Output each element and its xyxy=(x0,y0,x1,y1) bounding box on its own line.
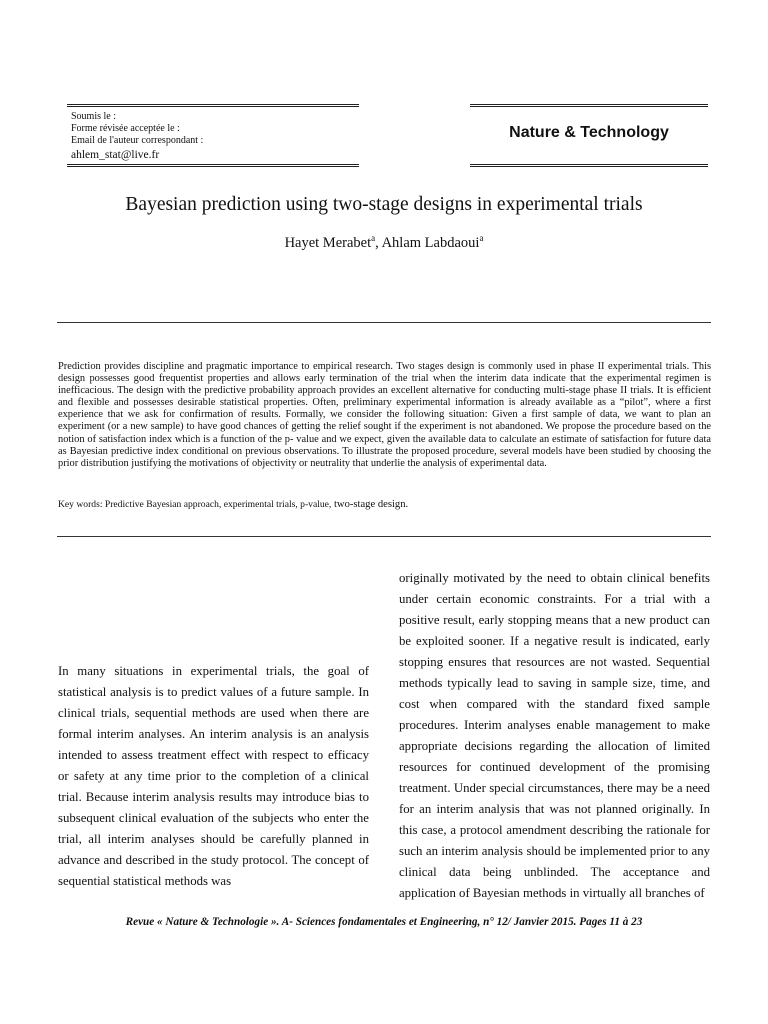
journal-footer: Revue « Nature & Technologie ». A- Sciences fondamentales et Engineering, n° 12/ Janvier 2015. Pages 11 à 23 xyxy=(125,916,643,928)
journal-name: Nature & Technology xyxy=(509,124,669,141)
keywords xyxy=(58,499,711,510)
header-left-bottom-rule xyxy=(67,164,359,167)
corresponding-email-label: Email de l'auteur correspondant : xyxy=(71,135,204,146)
abstract-bottom-rule xyxy=(57,536,711,537)
author-name: Hayet Merabet xyxy=(284,234,372,251)
submitted-date-label: Soumis le : xyxy=(71,111,117,122)
header-left-top-rule xyxy=(67,104,359,107)
author-affiliation-mark: a xyxy=(479,233,484,243)
author-affiliation-mark: a xyxy=(371,233,376,243)
corresponding-email: ahlem_stat@live.fr xyxy=(71,149,160,161)
authors-line xyxy=(40,233,728,252)
paper-title: Bayesian prediction using two-stage designs in experimental trials xyxy=(125,194,643,215)
keywords-tail: two-stage design. xyxy=(331,499,409,510)
author-separator: , xyxy=(375,234,382,251)
abstract-top-rule xyxy=(57,322,711,323)
body-column-left: In many situations in experimental trials, the goal of statistical analysis is to predict values of a future sample. In clinical trials, sequential methods are used when there are formal interim analyses. An interim analysis is an analysis intended to assess treatment effect with respect to efficacy or safety at any time prior to the completion of a clinical trial. Because interim analysis results may introduce bias to subsequent clinical evaluation of the subjects who enter the trial, all interim analyses should be carefully planned in advance and described in the study protocol. The concept of sequential statistical methods was xyxy=(58,664,369,888)
submission-info xyxy=(71,111,359,161)
revised-date-label: Forme révisée acceptée le : xyxy=(71,123,180,134)
abstract: Prediction provides discipline and pragmatic importance to empirical research. Two stages design is commonly used in phase II experimental trials. This design possesses good frequentist properties and allows early termination of the trial when the interim data indicate that the experimental regimen is inefficacious. The design with the predictive probability approach provides an excellent alternative for conducting multi-stage phase II trials. It is efficient and flexible and possesses desirable statistical properties. Often, preliminary experimental information is already available as a “pilot”, where a first experience that we ask for confirmation of results. Formally, we consider the following situation: Given a first sample of data, we want to plan an experiment (or a new sample) to have good chances of getting the relief sought if the experiment is not abandoned. We propose the procedure based on the notion of satisfaction index which is a function of the p- value and we expect, given the available data to calculate an estimate of satisfaction for future data as Bayesian predictive index conditional on previous observations. To illustrate the proposed procedure, several models have been studied by choosing the prior distribution justifying the motivations of objectivity or neutrality that underlie the analysis of experimental data. xyxy=(58,361,711,469)
author-name: Ahlam Labdaoui xyxy=(381,234,480,251)
header-right-bottom-rule xyxy=(470,164,708,167)
body-column-right: originally motivated by the need to obtain clinical benefits under certain economic constraints. For a trial with a positive result, early stopping means that a new product can be exploited sooner. If a negative result is indicated, early stopping ensures that resources are not wasted. Sequential methods typically lead to saving in sample size, time, and cost when compared with the standard fixed sample procedures. Interim analyses enable management to make appropriate decisions regarding the allocation of limited resources for continued development of the promising treatment. Under special circumstances, there may be a need for an interim analysis that was not planned originally. In this case, a protocol amendment describing the rationale for such an interim analysis should be implemented prior to any clinical data being unblinded. The acceptance and application of Bayesian methods in virtually all branches of xyxy=(399,571,710,900)
keywords-lead: Key words: Predictive Bayesian approach, experimental trials, p-value, xyxy=(58,499,332,510)
header-right-top-rule xyxy=(470,104,708,107)
